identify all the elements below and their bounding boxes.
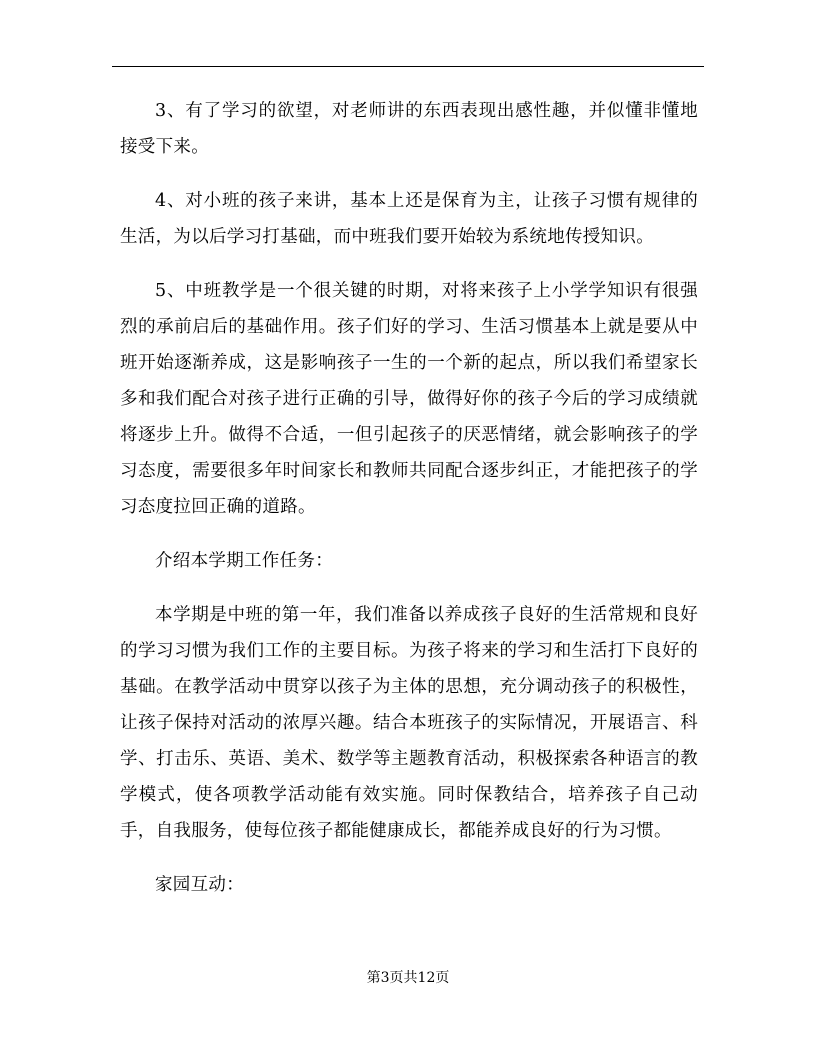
paragraph-item-3: 3、有了学习的欲望，对老师讲的东西表现出感性趣，并似懂非懂地接受下来。	[120, 101, 698, 157]
page-number: 第3页共12页	[366, 970, 450, 986]
closing-heading: 家园互动：	[155, 875, 244, 895]
paragraph-item-5: 5、中班教学是一个很关键的时期，对将来孩子上小学学知识有很强烈的承前启后的基础作用。孩子们好的学习、生活习惯基本上就是要从中班开始逐渐养成，这是影响孩子一生的一个新的起点，所以我们希望家长多和我们配合对孩子进行正确的引导，做得好你的孩子今后的学习成绩就将逐步上升。做得不合适，一但引起孩子的厌恶情绪，就会影响孩子的学习态度，需要很多年时间家长和教师共同配合逐步纠正，才能把孩子的学习态度拉回正确的道路。	[120, 281, 698, 517]
section-body: 本学期是中班的第一年，我们准备以养成孩子良好的生活常规和良好的学习习惯为我们工作的主要目标。为孩子将来的学习和生活打下良好的基础。在教学活动中贯穿以孩子为主体的思想，充分调动孩子的积极性，让孩子保持对活动的浓厚兴趣。结合本班孩子的实际情况，开展语言、科学、打击乐、英语、美术、数学等主题教育活动，积极探索各种语言的教学模式，使各项教学活动能有效实施。同时保教结合，培养孩子自己动手，自我服务，使每位孩子都能健康成长，都能养成良好的行为习惯。	[120, 605, 698, 841]
header-rule	[112, 66, 704, 67]
paragraph-item-4: 4、对小班的孩子来讲，基本上还是保育为主，让孩子习惯有规律的生活，为以后学习打基础，而中班我们要开始较为系统地传授知识。	[120, 191, 698, 247]
document-body	[120, 93, 698, 921]
section-heading: 介绍本学期工作任务：	[155, 551, 333, 571]
